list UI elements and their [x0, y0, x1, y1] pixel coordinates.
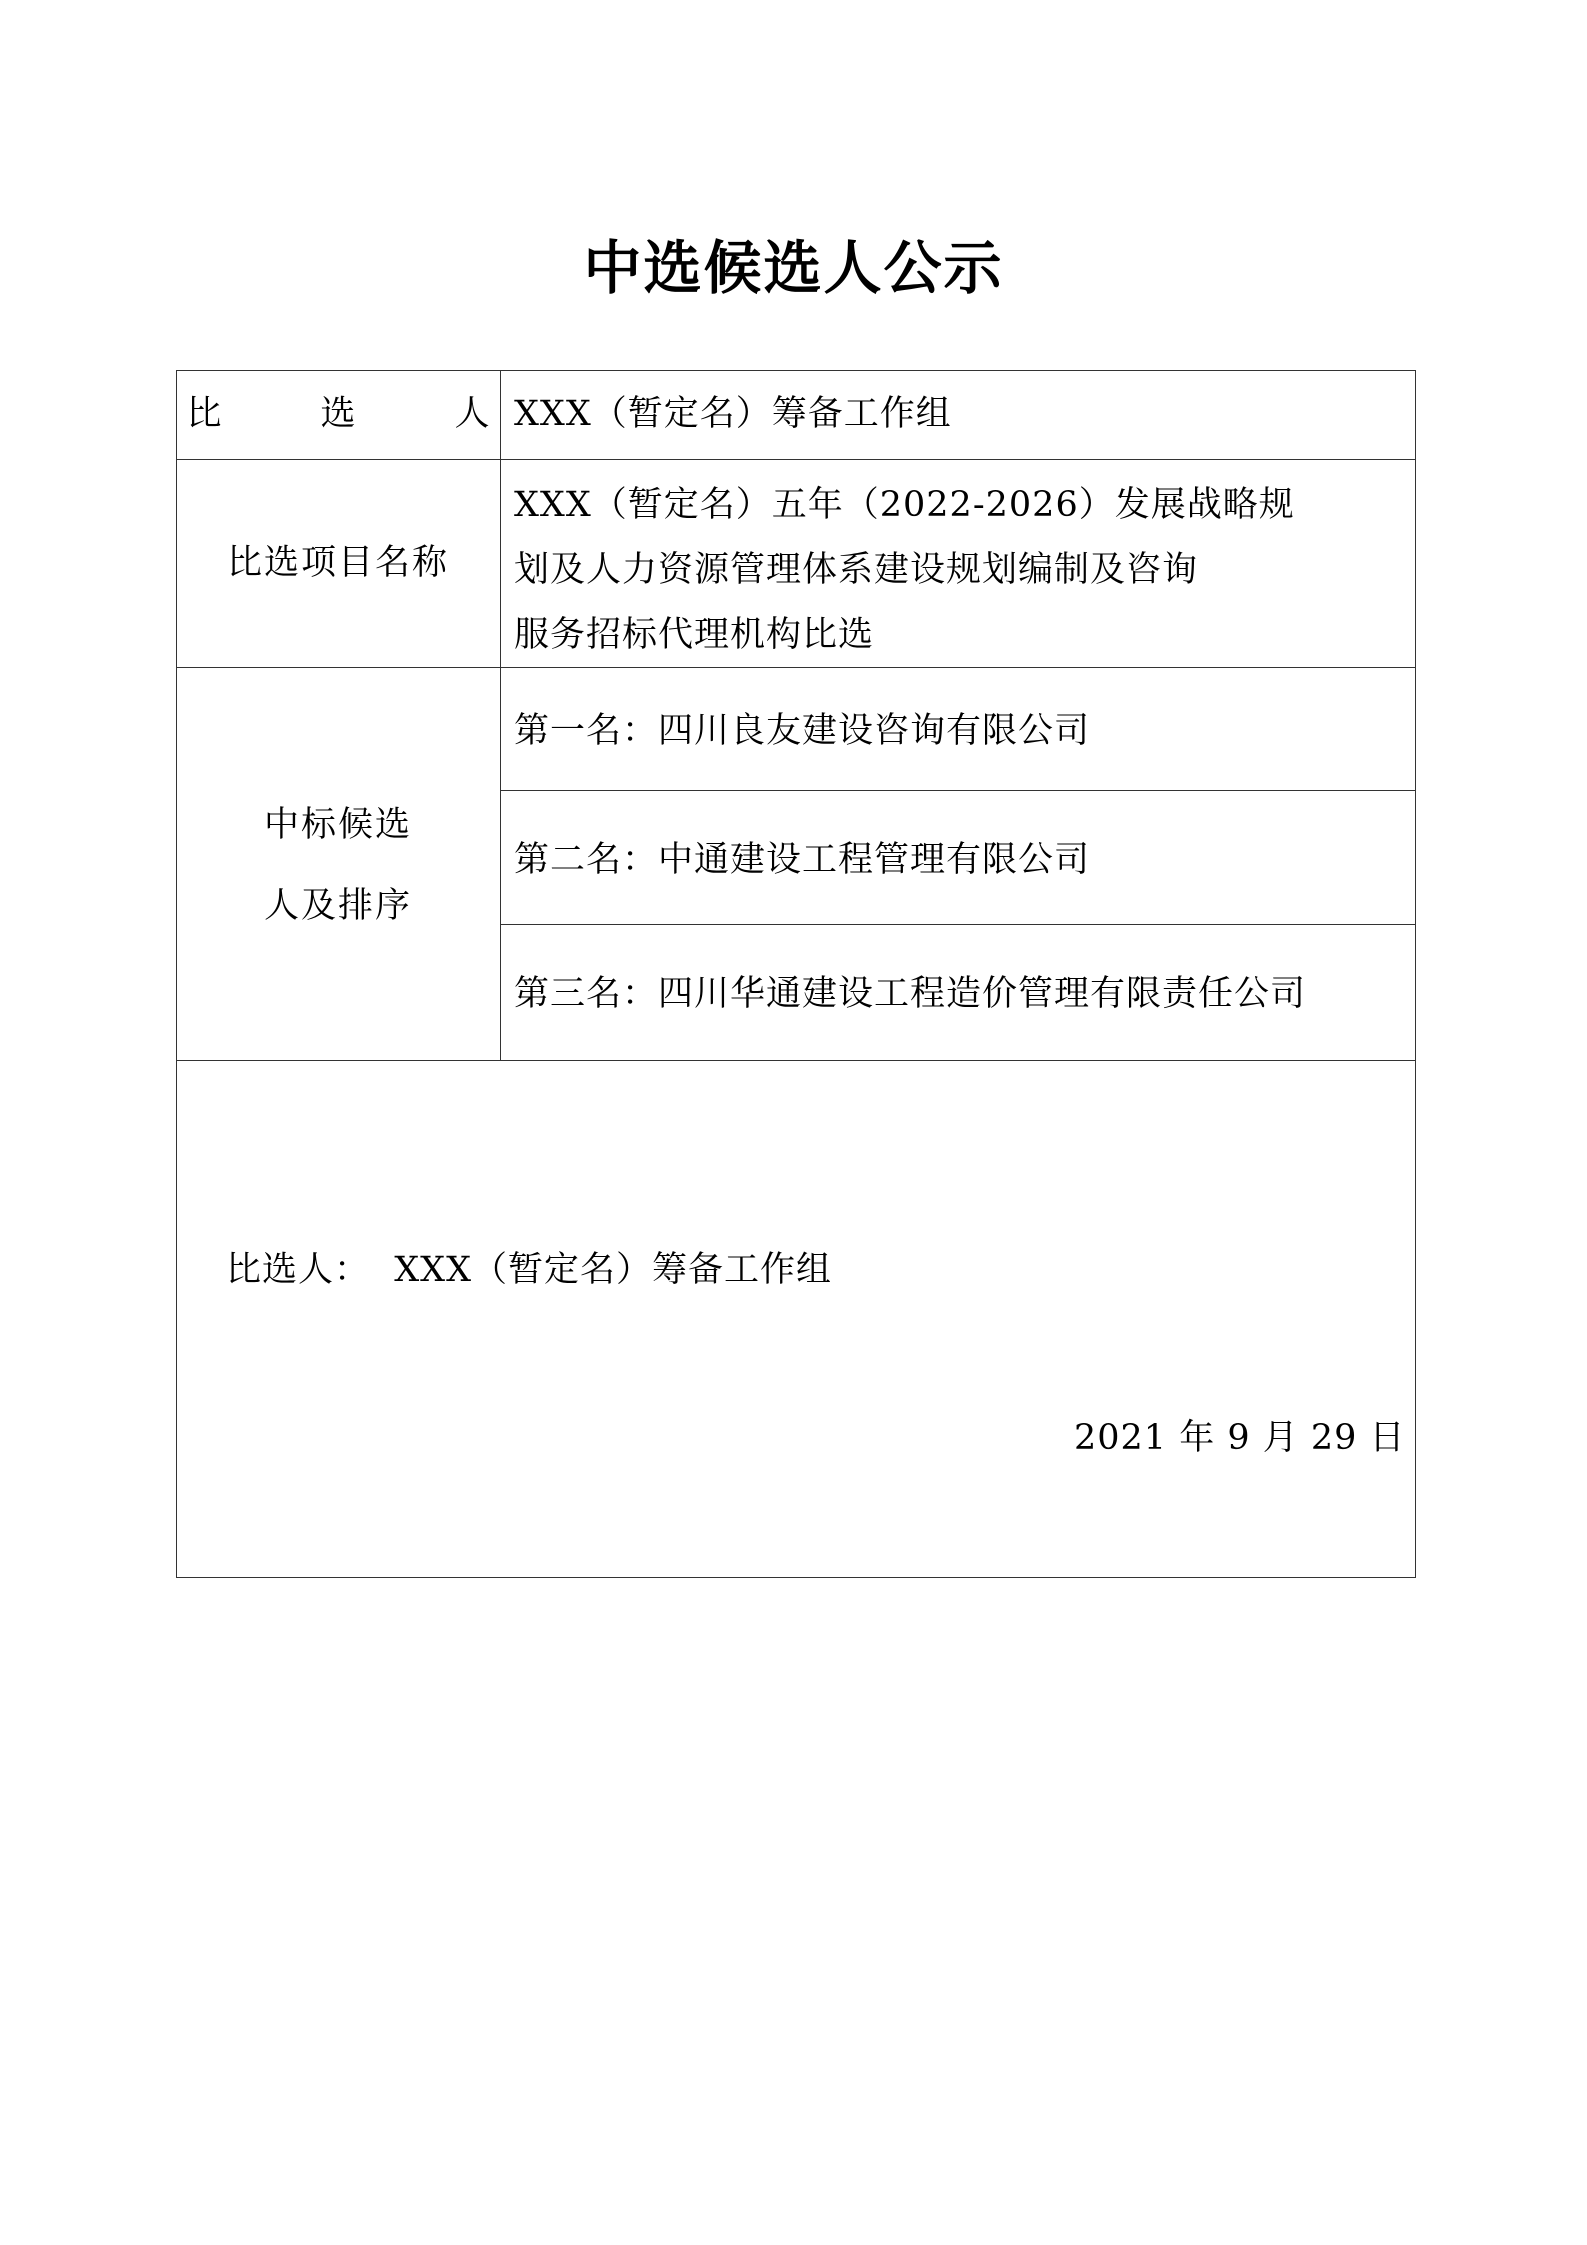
project-name-label: 比选项目名称	[226, 543, 449, 583]
row-divider-1	[176, 459, 1416, 460]
candidate-divider-2	[500, 924, 1416, 925]
project-name-line-1: XXX（暂定名）五年（2022-2026）发展战略规	[514, 485, 1295, 525]
candidates-label-line-2: 人及排序	[263, 886, 412, 926]
project-name-line-3: 服务招标代理机构比选	[514, 615, 875, 655]
candidate-third: 第三名：四川华通建设工程造价管理有限责任公司	[514, 974, 1307, 1014]
signature-line: 比选人： XXX（暂定名）筹备工作组	[226, 1250, 833, 1290]
selector-value: XXX（暂定名）筹备工作组	[514, 394, 952, 434]
column-divider	[500, 370, 501, 1061]
candidate-first: 第一名：四川良友建设咨询有限公司	[514, 711, 1091, 751]
candidate-divider-1	[500, 790, 1416, 791]
row-divider-2	[176, 667, 1416, 668]
project-name-line-2: 划及人力资源管理体系建设规划编制及咨询	[514, 550, 1199, 590]
selector-label: 比 选 人	[186, 394, 522, 434]
date-line: 2021 年 9 月 29 日	[1074, 1418, 1406, 1458]
candidate-second: 第二名：中通建设工程管理有限公司	[514, 840, 1091, 880]
row-divider-3	[176, 1060, 1416, 1061]
page-title: 中选候选人公示	[583, 234, 1004, 302]
candidates-label-line-1: 中标候选	[263, 805, 412, 845]
